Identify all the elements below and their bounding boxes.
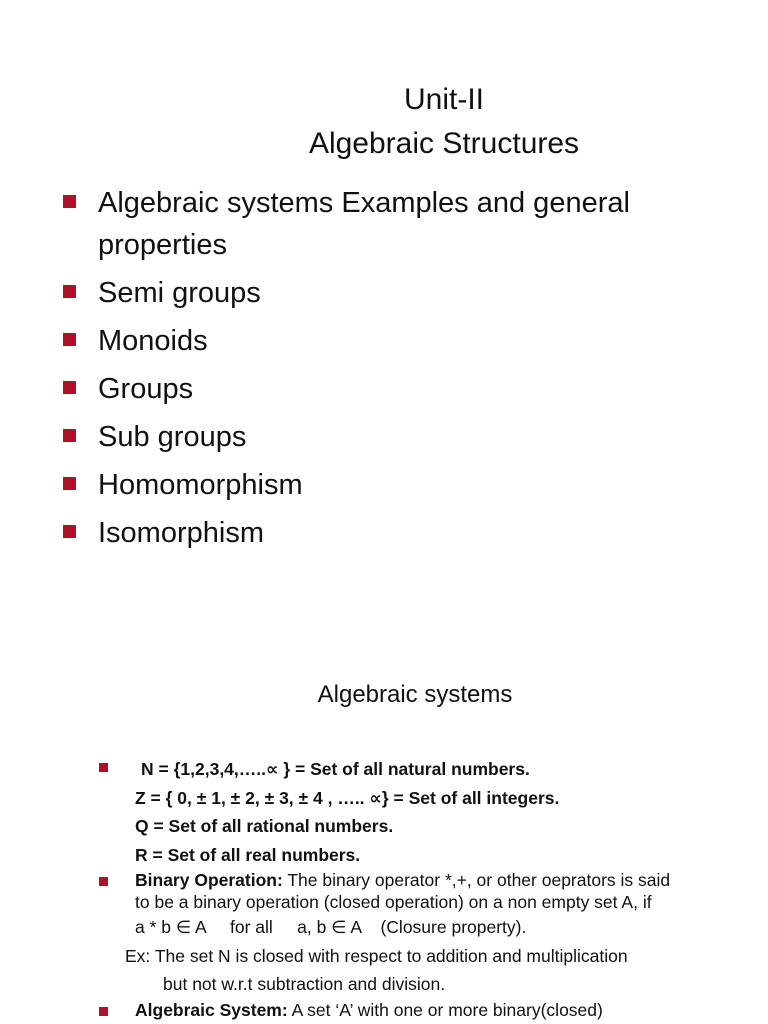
bullet-square-icon [63, 429, 76, 442]
topic-label: Groups [98, 373, 194, 405]
bullet-square-icon [63, 381, 76, 394]
topic-label: Homomorphism [98, 469, 303, 501]
sets-item [97, 755, 747, 869]
bullet-square-icon [99, 763, 108, 772]
example-continuation: but not w.r.t subtraction and division. [163, 974, 446, 994]
topic-item [60, 416, 680, 458]
algebraic-system-term: Algebraic System: [135, 999, 288, 1020]
topic-label: Isomorphism [98, 517, 264, 549]
topic-item [60, 464, 680, 506]
topic-item [60, 272, 680, 314]
reals-def: R = Set of all real numbers. [135, 844, 361, 865]
integers-def: Z = { 0, ± 1, ± 2, ± 3, ± 4 , ….. ∝} = Set of all integers. [135, 787, 560, 808]
binary-operation-term: Binary Operation: [135, 870, 283, 890]
rationals-def: Q = Set of all rational numbers. [135, 816, 394, 836]
closure-property-line: a * b ∈ A for all a, b ∈ A (Closure property). [135, 917, 527, 937]
unit-title: Unit-II [403, 83, 484, 116]
bullet-square-icon [99, 877, 108, 886]
bullet-square-icon [63, 477, 76, 490]
bullet-square-icon [63, 525, 76, 538]
bullet-square-icon [63, 285, 76, 298]
algebraic-system-line [135, 999, 747, 1021]
bullet-square-icon [99, 1007, 108, 1016]
topic-item [60, 182, 680, 266]
topic-label: Monoids [98, 325, 208, 357]
example-line: Ex: The set N is closed with respect to addition and multiplication [125, 945, 628, 966]
slide2-title: Algebraic systems [317, 681, 513, 708]
binary-operation-line2: to be a binary operation (closed operation) on a non empty set A, if [135, 892, 652, 912]
binary-operation-desc: The binary operator *,+, or other oeprators is said [282, 870, 671, 890]
topic-label: Sub groups [98, 421, 247, 453]
binary-operation-item [97, 869, 747, 999]
definitions-list [97, 755, 747, 1021]
topic-list [60, 182, 680, 560]
unit-subtitle: Algebraic Structures [308, 127, 580, 160]
topic-label: Semi groups [98, 277, 261, 309]
topic-item [60, 320, 680, 362]
binary-operation-line1 [135, 869, 747, 891]
natural-numbers-def: N = {1,2,3,4,…..∝ } = Set of all natural numbers. [141, 759, 530, 779]
topic-item [60, 512, 680, 554]
bullet-square-icon [63, 333, 76, 346]
topic-label: Algebraic systems Examples and general properties [98, 187, 630, 261]
bullet-square-icon [63, 195, 76, 208]
algebraic-system-desc: A set ‘A’ with one or more binary(closed) [287, 999, 603, 1020]
algebraic-system-item [97, 999, 747, 1021]
topic-item [60, 368, 680, 410]
